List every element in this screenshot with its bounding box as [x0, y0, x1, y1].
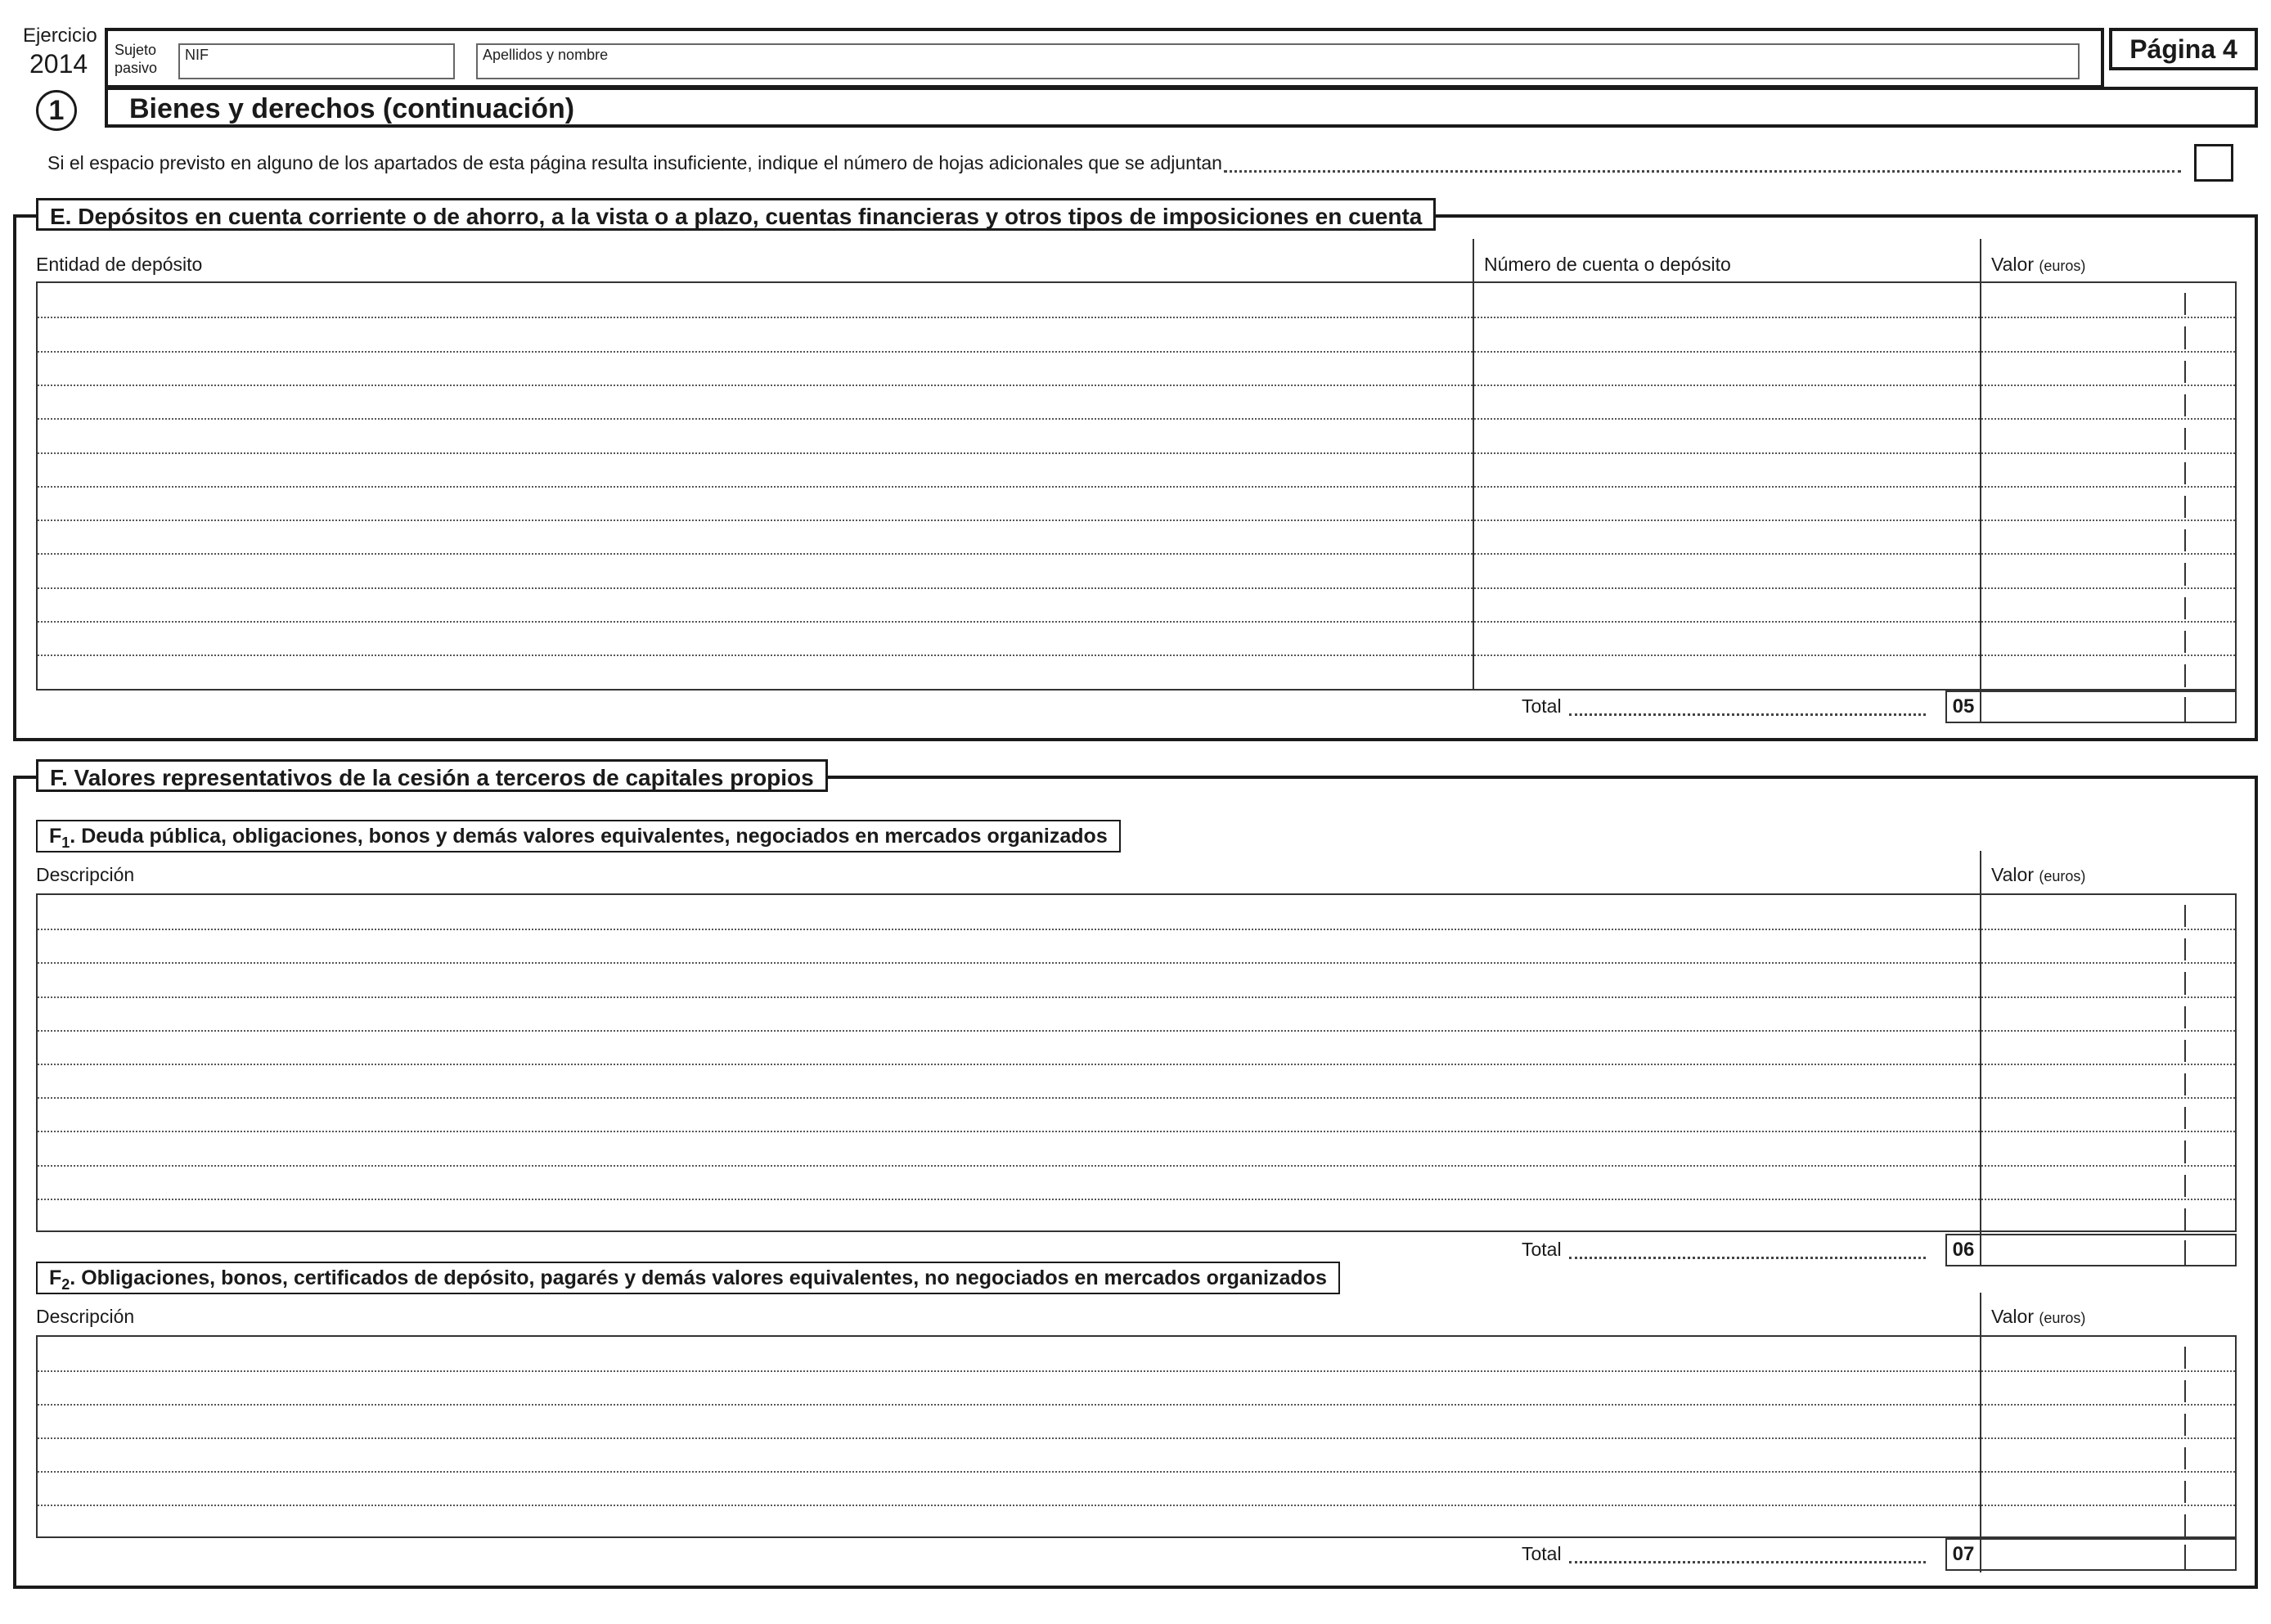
section-e-table-row[interactable] — [38, 587, 2235, 621]
section-e-table-row[interactable] — [38, 385, 2235, 418]
section-e-total-code: 05 — [1945, 691, 1981, 723]
section-e-cents-divider — [2184, 361, 2186, 383]
section-f2-total-label: Total — [1522, 1543, 1562, 1564]
section-f1-total-label: Total — [1522, 1239, 1562, 1260]
section-f1-cents-divider — [2184, 1208, 2186, 1230]
section-f1-table-row[interactable] — [38, 1064, 2235, 1097]
main-section-banner — [105, 87, 2258, 128]
section-e-total-dots — [1569, 713, 1926, 716]
col-entidad-header: Entidad de depósito — [36, 254, 203, 275]
section-e-cents-divider — [2184, 563, 2186, 585]
section-e-cents-divider — [2184, 293, 2186, 315]
section-e-total-cents-divider — [2184, 697, 2186, 722]
additional-sheets-checkbox[interactable] — [2194, 144, 2233, 182]
f1-col-desc-header: Descripción — [36, 864, 135, 885]
section-f2-total-code: 07 — [1945, 1538, 1981, 1571]
section-e-total-field[interactable] — [1980, 691, 2237, 723]
section-f1-cents-divider — [2184, 1175, 2186, 1197]
section-f2-cents-divider — [2184, 1347, 2186, 1369]
section-f1-cents-divider — [2184, 1040, 2186, 1062]
section-e-cents-divider — [2184, 496, 2186, 518]
section-f1-table-row[interactable] — [38, 962, 2235, 996]
section-f2-table-row[interactable] — [38, 1505, 2235, 1538]
section-e-table-row[interactable] — [38, 283, 2235, 317]
section-f2-title: $F_2$. Obligaciones, bonos, certificados de depósito, pagarés y demás valores equivalentes, no negociados en mercados organizados — [36, 1262, 1340, 1294]
f2-col-desc-header: Descripción — [36, 1306, 135, 1327]
section-f2-cents-divider — [2184, 1514, 2186, 1536]
f2-col-valor-header: Valor (euros) — [1991, 1306, 2086, 1327]
apellidos-nombre-field[interactable] — [476, 43, 2080, 79]
section-e-table-row[interactable] — [38, 520, 2235, 553]
col-numero-header: Número de cuenta o depósito — [1484, 254, 1731, 275]
section-f2-table-row[interactable] — [38, 1471, 2235, 1505]
ejercicio-year: 2014 — [29, 49, 88, 79]
section-e-cents-divider — [2184, 597, 2186, 619]
section-f2-table-row[interactable] — [38, 1404, 2235, 1437]
section-f1-total-cents-divider — [2184, 1240, 2186, 1265]
section-f2-cents-divider — [2184, 1414, 2186, 1436]
section-f1-cents-divider — [2184, 905, 2186, 927]
note-dots — [1224, 170, 2181, 173]
section-e-cents-divider — [2184, 631, 2186, 653]
sujeto-label: Sujeto pasivo — [115, 42, 158, 76]
section-f-title: F. Valores representativos de la cesión a terceros de capitales propios — [36, 759, 828, 792]
section-f1-table-row[interactable] — [38, 996, 2235, 1030]
section-f2-cents-divider — [2184, 1447, 2186, 1469]
section-f1-cents-divider — [2184, 972, 2186, 994]
section-number-circle: 1 — [36, 90, 77, 131]
section-f1-table-row[interactable] — [38, 1131, 2235, 1164]
section-e-cents-divider — [2184, 529, 2186, 551]
section-f1-total-field[interactable] — [1980, 1234, 2237, 1266]
section-e-title: E. Depósitos en cuenta corriente o de ahorro, a la vista o a plazo, cuentas financieras y otros tipos de imposiciones en cuenta — [36, 198, 1436, 231]
section-f2-table-row[interactable] — [38, 1337, 2235, 1370]
section-e-table-row[interactable] — [38, 452, 2235, 486]
section-f1-table-row[interactable] — [38, 929, 2235, 962]
section-f1-title: $F_1$. Deuda pública, obligaciones, bonos y demás valores equivalentes, negociados en mercados organizados — [36, 820, 1121, 852]
section-f1-cents-divider — [2184, 1006, 2186, 1028]
section-e-table-row[interactable] — [38, 553, 2235, 587]
section-f1-table-row[interactable] — [38, 895, 2235, 929]
section-f2-table-row[interactable] — [38, 1437, 2235, 1471]
section-f1-table-row[interactable] — [38, 1199, 2235, 1232]
nif-field[interactable] — [178, 43, 455, 79]
section-e-cents-divider — [2184, 428, 2186, 450]
note-text: Si el espacio previsto en alguno de los apartados de esta página resulta insuficiente, indique el número de hojas adicionales que se adjuntan — [47, 152, 1222, 173]
section-f2-total-field[interactable] — [1980, 1538, 2237, 1571]
section-f1-cents-divider — [2184, 1140, 2186, 1163]
col-valor-header: Valor (euros) — [1991, 254, 2086, 275]
section-f1-cents-divider — [2184, 938, 2186, 960]
section-e-cents-divider — [2184, 394, 2186, 416]
section-e-table-row[interactable] — [38, 486, 2235, 520]
section-f1-table-row[interactable] — [38, 1165, 2235, 1199]
section-f1-cents-divider — [2184, 1073, 2186, 1095]
section-f1-table-row[interactable] — [38, 1097, 2235, 1131]
section-e-table-row[interactable] — [38, 351, 2235, 385]
page-label: Página 4 — [2129, 34, 2237, 64]
section-e-table-row[interactable] — [38, 418, 2235, 452]
apellidos-nombre-label: Apellidos y nombre — [483, 47, 609, 63]
section-f1-cents-divider — [2184, 1107, 2186, 1129]
section-e-cents-divider — [2184, 462, 2186, 484]
f1-col-valor-header: Valor (euros) — [1991, 864, 2086, 885]
nif-label: NIF — [185, 47, 209, 63]
section-f2-cents-divider — [2184, 1481, 2186, 1503]
section-f2-cents-divider — [2184, 1380, 2186, 1402]
section-e-table-row[interactable] — [38, 621, 2235, 655]
main-section-title: Bienes y derechos (continuación) — [129, 93, 575, 124]
section-f2-table-row[interactable] — [38, 1370, 2235, 1404]
section-e-cents-divider — [2184, 326, 2186, 349]
page-number-box — [2109, 28, 2258, 70]
section-e-cents-divider — [2184, 664, 2186, 686]
section-e-table-row[interactable] — [38, 655, 2235, 688]
section-f1-total-code: 06 — [1945, 1234, 1981, 1266]
section-f2-total-cents-divider — [2184, 1545, 2186, 1569]
section-f1-table-row[interactable] — [38, 1030, 2235, 1064]
ejercicio-label: Ejercicio — [23, 25, 97, 47]
section-e-total-label: Total — [1522, 695, 1562, 717]
section-e-table-row[interactable] — [38, 317, 2235, 350]
section-f1-total-dots — [1569, 1257, 1926, 1259]
section-f2-total-dots — [1569, 1561, 1926, 1563]
